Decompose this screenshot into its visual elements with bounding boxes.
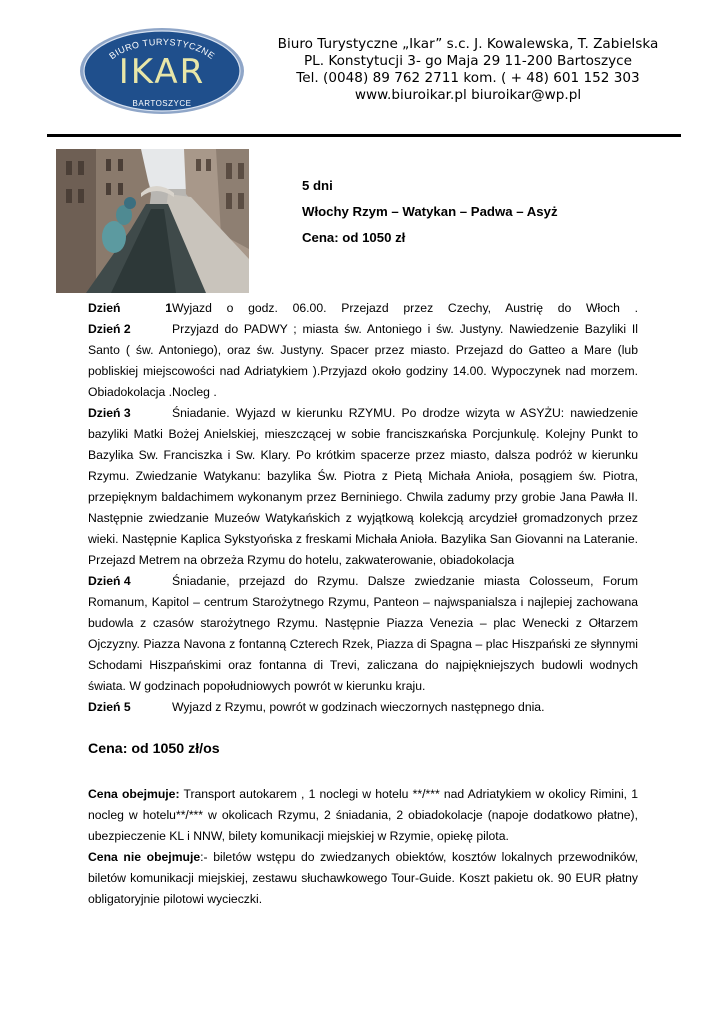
ikar-logo	[78, 26, 246, 116]
itinerary	[88, 298, 638, 718]
logo-top-text: BIURO TURYSTYCZNE	[107, 36, 217, 62]
trip-route: Włochy Rzym – Watykan – Padwa – Asyż	[302, 204, 558, 219]
company-address: PL. Konstytucji 3- go Maja 29 11-200 Bartoszyce	[303, 53, 633, 69]
logo-name: IKAR	[118, 52, 206, 92]
day-label: Dzień 1	[88, 301, 172, 315]
day-text: Przyjazd do PADWY ; miasta św. Antoniego i św. Justyny. Nawiedzenie Bazyliki Il Santo ( św. Antoniego), oraz św. Justyny. Spacer przez miasto. Przejazd do Gatteo a Mare (lub pobliskiej miejscowości nad Adriatykiem ).Przyjazd około godziny 14.00. Wypoczynek nad morzem. Obiadokolacja .Nocleg .	[88, 322, 638, 399]
included-text: Transport autokarem , 1 noclegi w hotelu **/*** nad Adriatykiem w okolicy Rimini, 1 nocleg w hotelu**/*** w okolicach Rzymu, 2 śniadania, 2 obiadokolacje (napoje dodatkowo płatne), ubezpieczenie KL i NNW, bilety komunikacji miejskiej w Rzymie, opiekę pilota.	[88, 787, 638, 843]
company-phone: Tel. (0048) 89 762 2711 kom. ( + 48) 601 152 303	[296, 70, 640, 86]
itinerary-day	[88, 319, 638, 403]
price-included	[88, 784, 638, 847]
itinerary-day	[88, 403, 638, 571]
not-included-label: Cena nie obejmuje	[88, 850, 201, 864]
day-label: Dzień 3	[88, 406, 131, 420]
price-not-included	[88, 847, 638, 910]
not-included-text: :- biletów wstępu do zwiedzanych obiektów, kosztów lokalnych przewodników, biletów komunikacji miejskiej, zestawu słuchawkowego Tour-Guide. Koszt pakietu ok. 90 EUR płatny obligatoryjnie pilotowi wycieczki.	[88, 850, 638, 906]
itinerary-day	[88, 697, 638, 718]
included-label: Cena obejmuje:	[88, 787, 180, 801]
price-per-person: Cena: od 1050 zł/os	[88, 741, 220, 757]
venice-canal-photo	[56, 149, 249, 293]
day-text: Wyjazd z Rzymu, powrót w godzinach wieczornych następnego dnia.	[172, 700, 545, 714]
trip-price: Cena: od 1050 zł	[302, 230, 406, 245]
price-details	[88, 784, 638, 910]
day-label: Dzień 4	[88, 574, 131, 588]
company-name: Biuro Turystyczne „Ikar” s.c. J. Kowalewska, T. Zabielska	[277, 36, 659, 52]
company-web-email: www.biuroikar.pl biuroikar@wp.pl	[354, 87, 582, 103]
company-info	[268, 36, 668, 104]
day-label: Dzień 5	[88, 700, 131, 714]
day-text: Śniadanie. Wyjazd w kierunku RZYMU. Po drodze wizyta w ASYŻU: nawiedzenie bazyliki Matki Bożej Anielskiej, mieszczącej w sobie franciszĸańska Porcjunkulę. Kolejny Punkt to Bazylika Sw. Franciszka i Sw. Klary. Po krótkim spacerze przez miasto, dalsza podróż w kierunku Rzymu. Zwiedzanie Watykanu: bazylika Św. Piotra z Pietą Michała Anioła, posągiem św. Piotra, przepięknym baldachimem wykonanym przez Berniniego. Chwila zadumy przy grobie Jana Pawła II. Następnie zwiedzanie Muzeów Watykańskich z wyjątkową kolekcją arcydzieł gromadzonych przez wieki. Następnie Kaplica Sykstyońska z freskami Michała Anioła. Bazylika San Giovanni na Lateranie. Przejazd Metrem na obrzeża Rzymu do hotelu, zakwaterowanie, obiadokolacja	[88, 406, 638, 567]
day-text: Śniadanie, przejazd do Rzymu. Dalsze zwiedzanie miasta Colosseum, Forum Romanum, Kapitol – centrum Starożytnego Rzymu, Panteon – najwspanialsza i najlepiej zachowana budowla z czasów starożytnego Rzymu. Następnie Piazza Venezia – plac Wenecki z Ołtarzem Ojczyzny. Piazza Navona z fontanną Czterech Rzek, Piazza di Spagna – plac Hiszpański ze słynnymi Schodami Hiszpańskimi oraz fontanna di Trevi, zaliczana do najpiękniejszych budowli wodnych świata. W godzinach popołudniowych powrót w kierunku kraju.	[88, 574, 638, 693]
header-divider	[47, 134, 681, 137]
logo-bottom-text: BARTOSZYCE	[132, 99, 192, 108]
day-text: Wyjazd o godz. 06.00. Przejazd przez Czechy, Austrię do Włoch .	[172, 301, 638, 315]
trip-duration: 5 dni	[302, 178, 333, 193]
itinerary-day	[88, 571, 638, 697]
itinerary-day	[88, 298, 638, 319]
trip-summary	[302, 178, 558, 256]
day-label: Dzień 2	[88, 322, 131, 336]
